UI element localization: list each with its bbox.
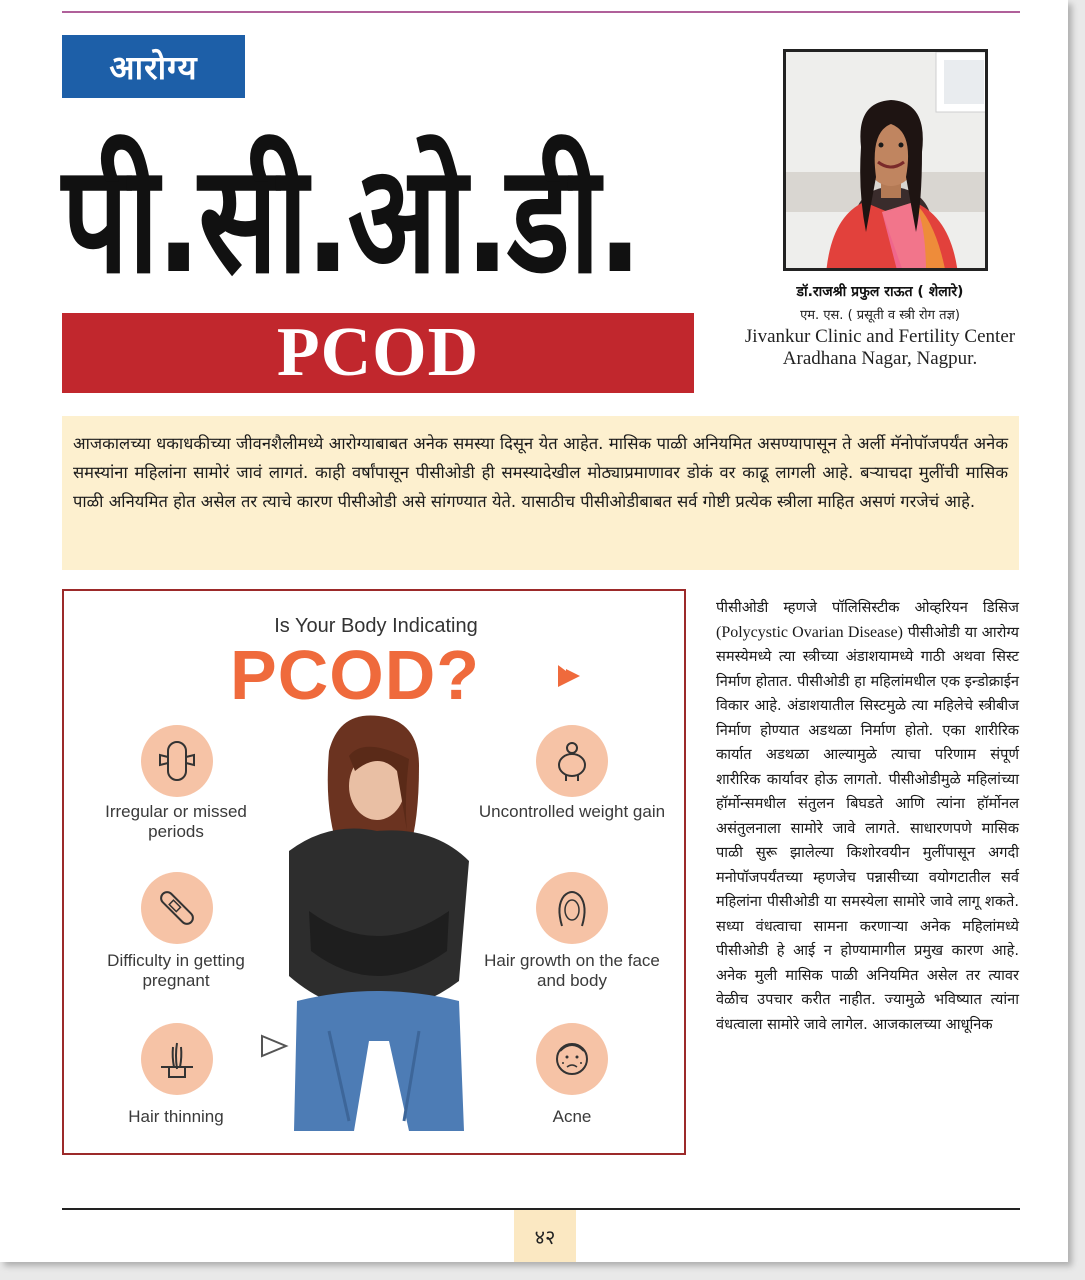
symptom-label-irregular-periods: Irregular or missed periods <box>105 802 247 841</box>
symptom-label-hair-thinning: Hair thinning <box>128 1107 224 1126</box>
symptom-label-acne: Acne <box>552 1107 592 1126</box>
body-text-english-term: (Polycystic Ovarian Disease) <box>716 623 903 641</box>
sanitary-pad-icon <box>141 725 213 797</box>
author-credits <box>720 282 1040 370</box>
acne-face-icon <box>536 1023 608 1095</box>
intro-paragraph: आजकालच्या धकाधकीच्या जीवनशैलीमध्ये आरोग्याबाबत अनेक समस्या दिसून येत आहेत. मासिक पाळी अनियमित असण्यापासून ते अर्ली मॅनोपॉजपर्यंत अनेक समस्यांना महिलांना सामोरं जावं लागतं. काही वर्षांपासून पीसीओडी ही समस्यादेखील मोठ्याप्रमाणावर डोकं वर काढू लागली आहे. बऱ्याचदा मुलींची मासिक पाळी अनियमित होत असेल तर त्याचे कारण पीसीओडी असे सांगण्यात येते. यासाठीच पीसीओडीबाबत सर्व गोष्टी प्रत्येक स्त्रीला माहित असणं गरजेचं आहे. <box>62 416 1019 570</box>
hair-growth-icon <box>536 872 608 944</box>
author-portrait-illustration <box>786 52 988 271</box>
symptom-label-difficulty-pregnant: Difficulty in getting pregnant <box>107 951 245 990</box>
article-body <box>716 596 1019 1166</box>
body-text-part1: पीसीओडी म्हणजे पॉलिसिस्टीक ओव्हरियन डिसिज <box>716 599 1019 616</box>
pcod-infographic <box>62 589 686 1155</box>
infographic-subtitle: Is Your Body Indicating <box>274 615 478 637</box>
page-title-english: PCOD <box>62 313 694 393</box>
play-arrow-icon <box>554 661 584 691</box>
author-clinic: Jivankur Clinic and Fertility Center <box>744 326 1016 347</box>
page-number: ४२ <box>514 1210 576 1262</box>
pregnancy-test-icon <box>141 872 213 944</box>
weight-gain-icon <box>536 725 608 797</box>
author-photo <box>783 49 988 271</box>
author-name: डॉ.राजश्री प्रफुल राऊत ( शेलारे) <box>796 284 964 300</box>
author-qualification: एम. एस. ( प्रसूती व स्त्री रोग तज्ञ) <box>800 308 960 323</box>
top-divider <box>62 11 1020 13</box>
hair-follicle-icon <box>141 1023 213 1095</box>
infographic-title: PCOD? <box>230 636 480 714</box>
body-text-part2: पीसीओडी या आरोग्य समस्येमध्ये त्या स्त्रीच्या अंडाशयामध्ये गाठी अथवा सिस्ट निर्माण होतात. पीसीओडी हा महिलांमधील एक इन्डोक्राईन विकार आहे. अंडाशयातील सिस्टमुळे त्या महिलेचे स्त्रीबीज निर्माण होण्यात अडथळा निर्माण होतो. एका शारीरिक कार्यात अडथळा आल्यामुळे त्याचा परिणाम संपूर्ण शारीरिक कार्यावर होऊ लागतो. पीसीओडीमुळे महिलांच्या हॉर्मोन्समधील संतुलन बिघडते आणि त्यांना हॉर्मोनल असंतुलनाला सामोरे जावे लागते. साधारणपणे मासिक पाळी सुरू झालेल्या किशोरवयीन मुलींपासून अगदी मनोपॉजपर्यंतच्या म्हणजेच पन्नासीच्या वयोगटातील सर्व महिलांना पीसीओडी या समस्येला सामोरे जावे लागू शकते. सध्या वंधत्वाचा सामना करणाऱ्या अनेक महिलांमध्ये पीसीओडी हे आई न होण्यामागील प्रमुख कारण आहे. अनेक मुली मासिक पाळी अनियमित असेल तर त्यावर वेळीच उपचार करीत नाहीत. ज्यामुळे भविष्यात त्यांना वंधत्वाला सामोरे जावे लागेल. आजकालच्या आधूनिक <box>716 623 1020 1033</box>
woman-stomach-pain-illustration <box>269 711 484 1151</box>
section-tag: आरोग्य <box>62 35 245 98</box>
author-address: Aradhana Nagar, Nagpur. <box>782 348 978 369</box>
symptom-label-hair-growth: Hair growth on the face and body <box>484 951 660 990</box>
page-title-marathi: पी.सी.ओ.डी. <box>62 133 640 307</box>
symptom-label-weight-gain: Uncontrolled weight gain <box>478 802 666 821</box>
